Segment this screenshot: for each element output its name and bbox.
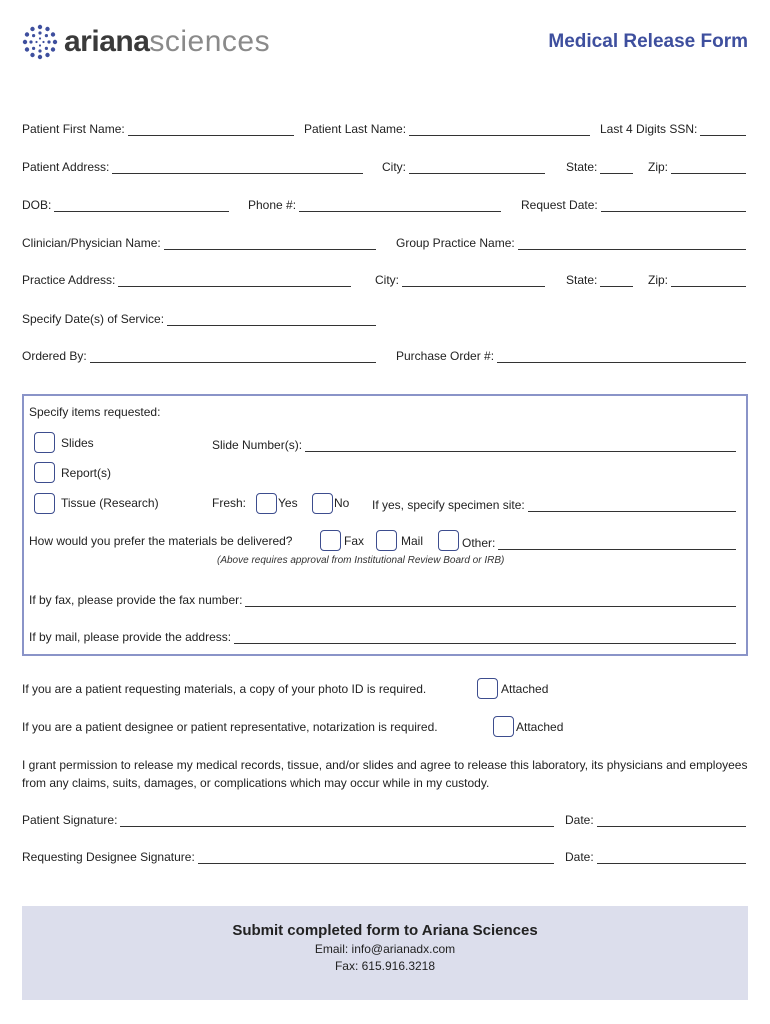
irb-approval-note: (Above requires approval from Institutional Review Board or IRB) <box>217 555 505 566</box>
designee-signature-date-line[interactable] <box>597 851 746 864</box>
fax-number-field[interactable] <box>29 589 736 607</box>
designee-signature-field[interactable] <box>22 846 554 864</box>
patient-signature-date-label: Date: <box>565 813 594 827</box>
consent-text: I grant permission to release my medical records, tissue, and/or slides and agree to release this laboratory, its physicians and employees from any claims, suits, damages, or complications which may occur while in my custody. <box>22 758 748 790</box>
ssn-field[interactable] <box>600 118 746 136</box>
ordered-by-label: Ordered By: <box>22 349 87 363</box>
practice-state-label: State: <box>566 273 598 287</box>
patient-state-line[interactable] <box>600 161 633 174</box>
specimen-site-field[interactable] <box>372 494 736 512</box>
request-date-field[interactable] <box>521 194 746 212</box>
purchase-order-line[interactable] <box>497 350 746 363</box>
dob-field[interactable] <box>22 194 229 212</box>
patient-city-label: City: <box>382 160 406 174</box>
delivery-mail-checkbox[interactable] <box>376 530 397 551</box>
submission-footer <box>22 906 748 1000</box>
footer-fax: Fax: 615.916.3218 <box>334 959 436 973</box>
patient-city-line[interactable] <box>409 161 545 174</box>
patient-address-line[interactable] <box>112 161 363 174</box>
designee-signature-line[interactable] <box>198 851 554 864</box>
practice-zip-label: Zip: <box>648 273 669 287</box>
fresh-label: Fresh: <box>212 496 247 510</box>
patient-state-field[interactable] <box>566 156 633 174</box>
slide-numbers-label: Slide Number(s): <box>212 438 303 452</box>
ssn-line[interactable] <box>700 123 746 136</box>
request-heading: Specify items requested: <box>29 405 161 419</box>
dates-of-service-field[interactable] <box>22 308 376 326</box>
request-date-line[interactable] <box>601 199 746 212</box>
slides-label: Slides <box>61 436 94 450</box>
reports-label: Report(s) <box>61 466 112 480</box>
footer-title: Submit completed form to Ariana Sciences <box>232 922 538 939</box>
clinician-name-line[interactable] <box>164 237 376 250</box>
tissue-checkbox[interactable] <box>34 493 55 514</box>
specimen-site-label: If yes, specify specimen site: <box>372 498 525 512</box>
practice-city-field[interactable] <box>375 269 545 287</box>
practice-zip-line[interactable] <box>671 274 746 287</box>
notarization-attached-checkbox[interactable] <box>493 716 514 737</box>
delivery-fax-checkbox[interactable] <box>320 530 341 551</box>
patient-state-label: State: <box>566 160 598 174</box>
photo-id-attached-checkbox[interactable] <box>477 678 498 699</box>
patient-signature-date-field[interactable] <box>565 809 746 827</box>
patient-first-name-field[interactable] <box>22 118 294 136</box>
slides-checkbox[interactable] <box>34 432 55 453</box>
form-title: Medical Release Form <box>548 31 748 52</box>
patient-signature-field[interactable] <box>22 809 554 827</box>
slide-numbers-field[interactable] <box>212 434 736 452</box>
designee-signature-label: Requesting Designee Signature: <box>22 850 195 864</box>
logo-text-light: sciences <box>149 25 271 58</box>
slide-numbers-line[interactable] <box>305 439 736 452</box>
purchase-order-label: Purchase Order #: <box>396 349 495 363</box>
practice-state-field[interactable] <box>566 269 633 287</box>
practice-address-label: Practice Address: <box>22 273 116 287</box>
mail-address-line[interactable] <box>234 631 736 644</box>
group-practice-field[interactable] <box>396 232 746 250</box>
practice-zip-field[interactable] <box>648 269 746 287</box>
delivery-fax-label: Fax <box>344 534 365 548</box>
company-logo <box>22 20 270 64</box>
specimen-site-line[interactable] <box>528 499 736 512</box>
delivery-other-label: Other: <box>462 536 496 550</box>
fresh-no-checkbox[interactable] <box>312 493 333 514</box>
request-date-label: Request Date: <box>521 198 598 212</box>
delivery-question: How would you prefer the materials be delivered? <box>29 534 293 548</box>
reports-checkbox[interactable] <box>34 462 55 483</box>
mail-address-label: If by mail, please provide the address: <box>29 630 232 644</box>
clinician-name-field[interactable] <box>22 232 376 250</box>
dates-of-service-line[interactable] <box>167 313 376 326</box>
page-header <box>22 20 748 64</box>
group-practice-line[interactable] <box>518 237 746 250</box>
delivery-other-line[interactable] <box>498 537 736 550</box>
patient-zip-field[interactable] <box>648 156 746 174</box>
fresh-no-label: No <box>334 496 350 510</box>
purchase-order-field[interactable] <box>396 345 746 363</box>
logo-dots-icon <box>22 24 58 60</box>
patient-signature-date-line[interactable] <box>597 814 746 827</box>
mail-address-field[interactable] <box>29 626 736 644</box>
patient-zip-line[interactable] <box>671 161 746 174</box>
designee-signature-date-label: Date: <box>565 850 594 864</box>
dates-of-service-label: Specify Date(s) of Service: <box>22 312 165 326</box>
patient-signature-line[interactable] <box>120 814 554 827</box>
fax-number-line[interactable] <box>245 594 736 607</box>
patient-address-field[interactable] <box>22 156 363 174</box>
dob-label: DOB: <box>22 198 52 212</box>
phone-label: Phone #: <box>248 198 297 212</box>
ordered-by-line[interactable] <box>90 350 376 363</box>
patient-city-field[interactable] <box>382 156 545 174</box>
fresh-yes-checkbox[interactable] <box>256 493 277 514</box>
practice-city-label: City: <box>375 273 399 287</box>
phone-line[interactable] <box>299 199 501 212</box>
notarization-attached-label: Attached <box>516 720 564 734</box>
patient-first-name-label: Patient First Name: <box>22 122 125 136</box>
patient-first-name-line[interactable] <box>128 123 294 136</box>
patient-zip-label: Zip: <box>648 160 669 174</box>
notarization-requirement: If you are a patient designee or patient representative, notarization is required. <box>22 720 438 734</box>
ordered-by-field[interactable] <box>22 345 376 363</box>
phone-field[interactable] <box>248 194 501 212</box>
practice-state-line[interactable] <box>600 274 633 287</box>
delivery-other-checkbox[interactable] <box>438 530 459 551</box>
patient-signature-label: Patient Signature: <box>22 813 118 827</box>
patient-address-label: Patient Address: <box>22 160 110 174</box>
delivery-other-field[interactable] <box>462 532 736 550</box>
practice-address-line[interactable] <box>118 274 351 287</box>
patient-last-name-label: Patient Last Name: <box>304 122 407 136</box>
ssn-label: Last 4 Digits SSN: <box>600 122 698 136</box>
photo-id-requirement: If you are a patient requesting materials, a copy of your photo ID is required. <box>22 682 427 696</box>
clinician-name-label: Clinician/Physician Name: <box>22 236 161 250</box>
patient-last-name-line[interactable] <box>409 123 590 136</box>
group-practice-label: Group Practice Name: <box>396 236 515 250</box>
practice-address-field[interactable] <box>22 269 351 287</box>
practice-city-line[interactable] <box>402 274 545 287</box>
request-section <box>22 394 748 656</box>
dob-line[interactable] <box>54 199 229 212</box>
photo-id-attached-label: Attached <box>501 682 549 696</box>
fax-number-label: If by fax, please provide the fax number: <box>29 593 243 607</box>
tissue-label: Tissue (Research) <box>61 496 159 510</box>
delivery-mail-label: Mail <box>401 534 424 548</box>
logo-text-bold: ariana <box>64 25 150 58</box>
patient-last-name-field[interactable] <box>304 118 590 136</box>
designee-signature-date-field[interactable] <box>565 846 746 864</box>
footer-email: Email: info@arianadx.com <box>314 942 456 956</box>
fresh-yes-label: Yes <box>278 496 298 510</box>
